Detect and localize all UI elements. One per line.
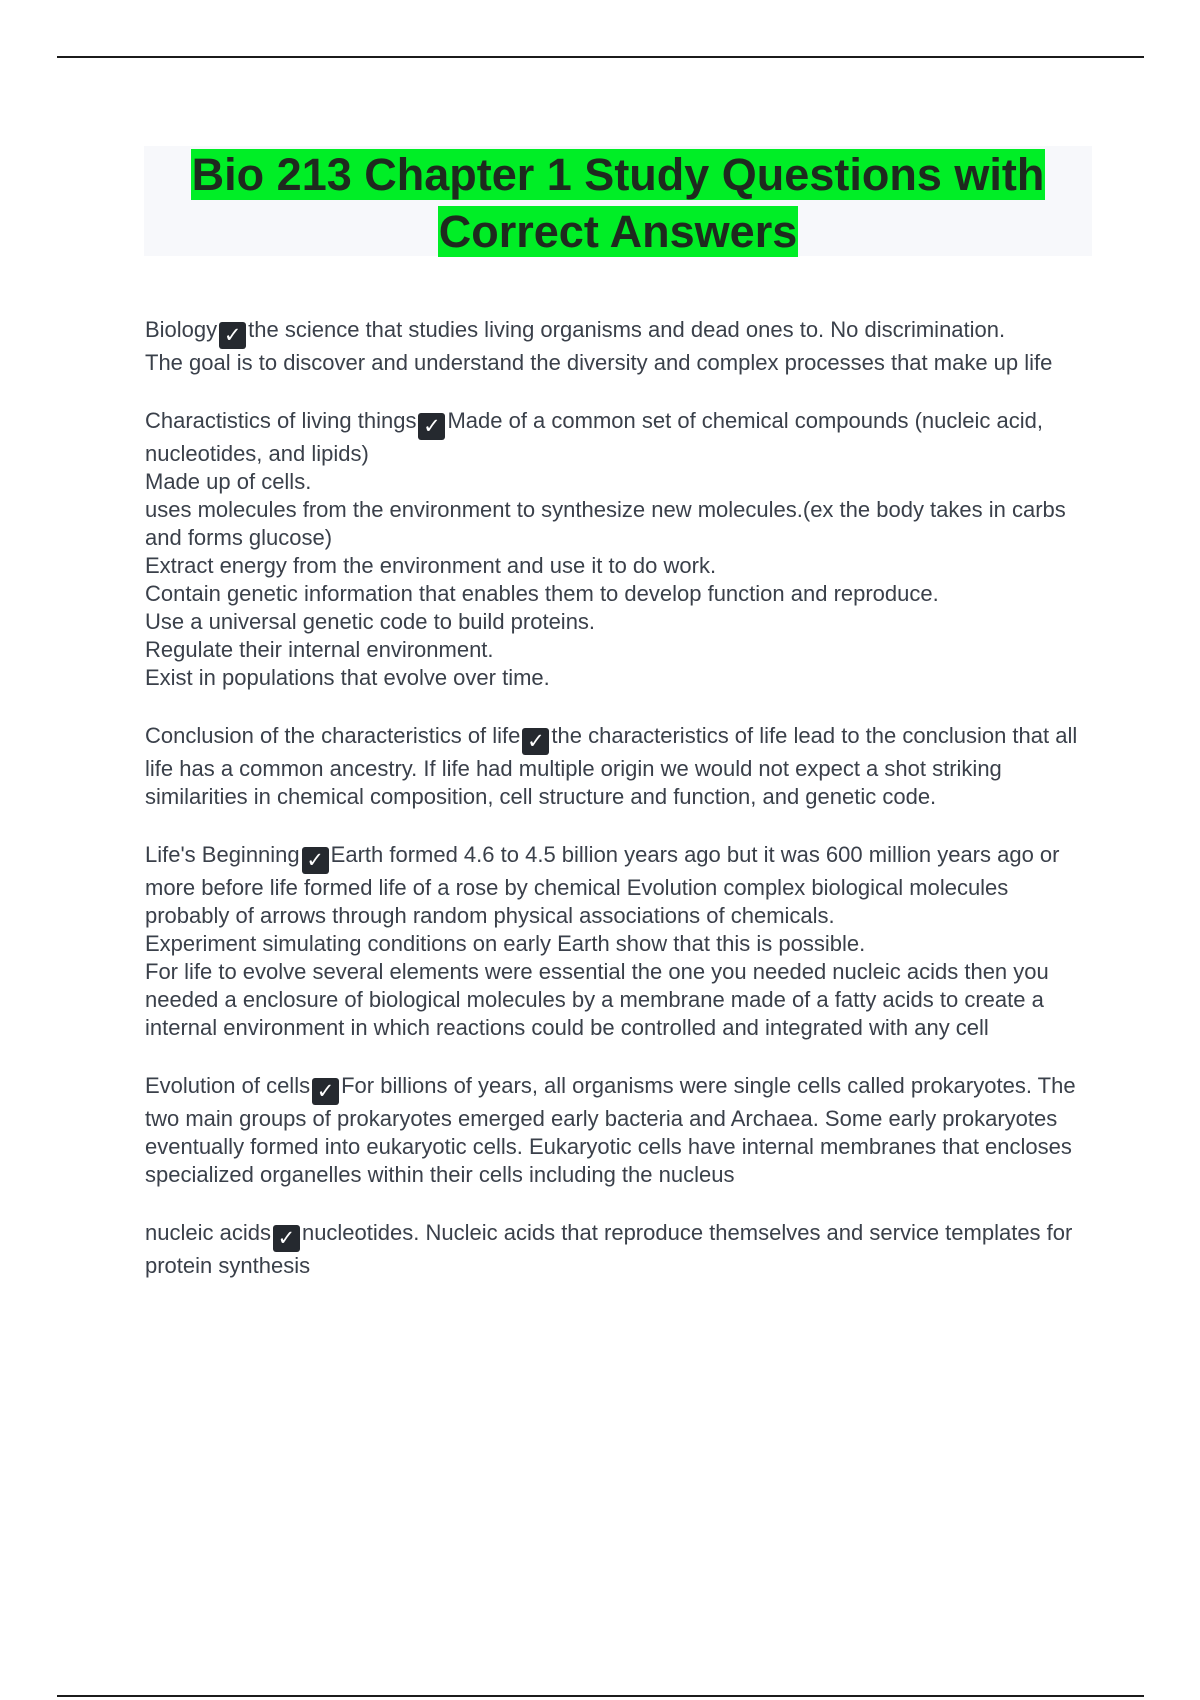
entry-conclusion: [145, 722, 1090, 811]
entry-first-line: [145, 316, 1090, 349]
check-mark-icon: ✓: [273, 1225, 300, 1252]
entry-line: Experiment simulating conditions on early Earth show that this is possible.: [145, 931, 866, 956]
entry-evolution-of-cells: [145, 1072, 1090, 1189]
check-mark-icon: ✓: [312, 1078, 339, 1105]
entry-first-line: [145, 1072, 1090, 1189]
entry-answer: Earth formed 4.6 to 4.5 billion years ago but it was 600 million years ago or more before life formed life of a rose by chemical Evolution complex biological molecules probably of arrows through random physical associations of chemicals.: [145, 842, 1060, 928]
check-mark-icon: ✓: [219, 322, 246, 349]
entry-first-line: [145, 407, 1090, 468]
entry-line: Use a universal genetic code to build proteins.: [145, 609, 596, 634]
entry-answer: For billions of years, all organisms were single cells called prokaryotes. The two main groups of prokaryotes emerged early bacteria and Archaea. Some early prokaryotes eventually formed into eukaryotic cells. Eukaryotic cells have internal membranes that encloses specialized organelles within their cells including the nucleus: [145, 1073, 1076, 1187]
title-line-1: Bio 213 Chapter 1 Study Questions with: [191, 149, 1045, 200]
entry-biology: [145, 316, 1090, 377]
entry-line: Contain genetic information that enables them to develop function and reproduce.: [145, 581, 939, 606]
entry-line: Regulate their internal environment.: [145, 637, 494, 662]
title-banner: [144, 146, 1092, 256]
entry-first-line: [145, 722, 1090, 811]
entry-line: uses molecules from the environment to synthesize new molecules.(ex the body takes in carbs and forms glucose): [145, 497, 1066, 550]
page-title: [144, 146, 1092, 260]
check-mark-icon: ✓: [302, 847, 329, 874]
bottom-rule: [57, 1695, 1144, 1697]
entry-answer: the characteristics of life lead to the conclusion that all life has a common ancestry. If life had multiple origin we would not expect a shot striking similarities in chemical composition, cell structure and function, and genetic code.: [145, 723, 1078, 809]
top-rule: [57, 56, 1144, 58]
entry-line: For life to evolve several elements were essential the one you needed nucleic acids then you needed a enclosure of biological molecules by a membrane made of a fatty acids to create a internal environment in which reactions could be controlled and integrated with any cell: [145, 959, 1049, 1040]
entry-answer: the science that studies living organisms and dead ones to. No discrimination.: [248, 317, 1006, 342]
entry-line: Exist in populations that evolve over time.: [145, 665, 550, 690]
check-mark-icon: ✓: [418, 413, 445, 440]
entry-term: nucleic acids: [145, 1220, 271, 1245]
entry-term: Biology: [145, 317, 218, 342]
entry-term: Charactistics of living things: [145, 408, 417, 433]
entry-line: Made up of cells.: [145, 469, 312, 494]
entry-line: Extract energy from the environment and use it to do work.: [145, 553, 717, 578]
check-mark-icon: ✓: [522, 728, 549, 755]
entry-nucleic-acids: [145, 1219, 1090, 1280]
entry-characteristics: [145, 407, 1090, 692]
entry-term: Life's Beginning: [145, 842, 300, 867]
title-line-2: Correct Answers: [438, 206, 798, 257]
entry-lifes-beginning: [145, 841, 1090, 1042]
entry-answer: nucleotides. Nucleic acids that reproduce themselves and service templates for protein synthesis: [145, 1220, 1073, 1278]
entry-term: Conclusion of the characteristics of life: [145, 723, 521, 748]
entry-line: The goal is to discover and understand the diversity and complex processes that make up life: [145, 350, 1053, 375]
entry-term: Evolution of cells: [145, 1073, 311, 1098]
entry-answer: Made of a common set of chemical compounds (nucleic acid, nucleotides, and lipids): [145, 408, 1043, 466]
study-questions-list: [145, 316, 1090, 1310]
entry-first-line: [145, 1219, 1090, 1280]
entry-first-line: [145, 841, 1090, 930]
